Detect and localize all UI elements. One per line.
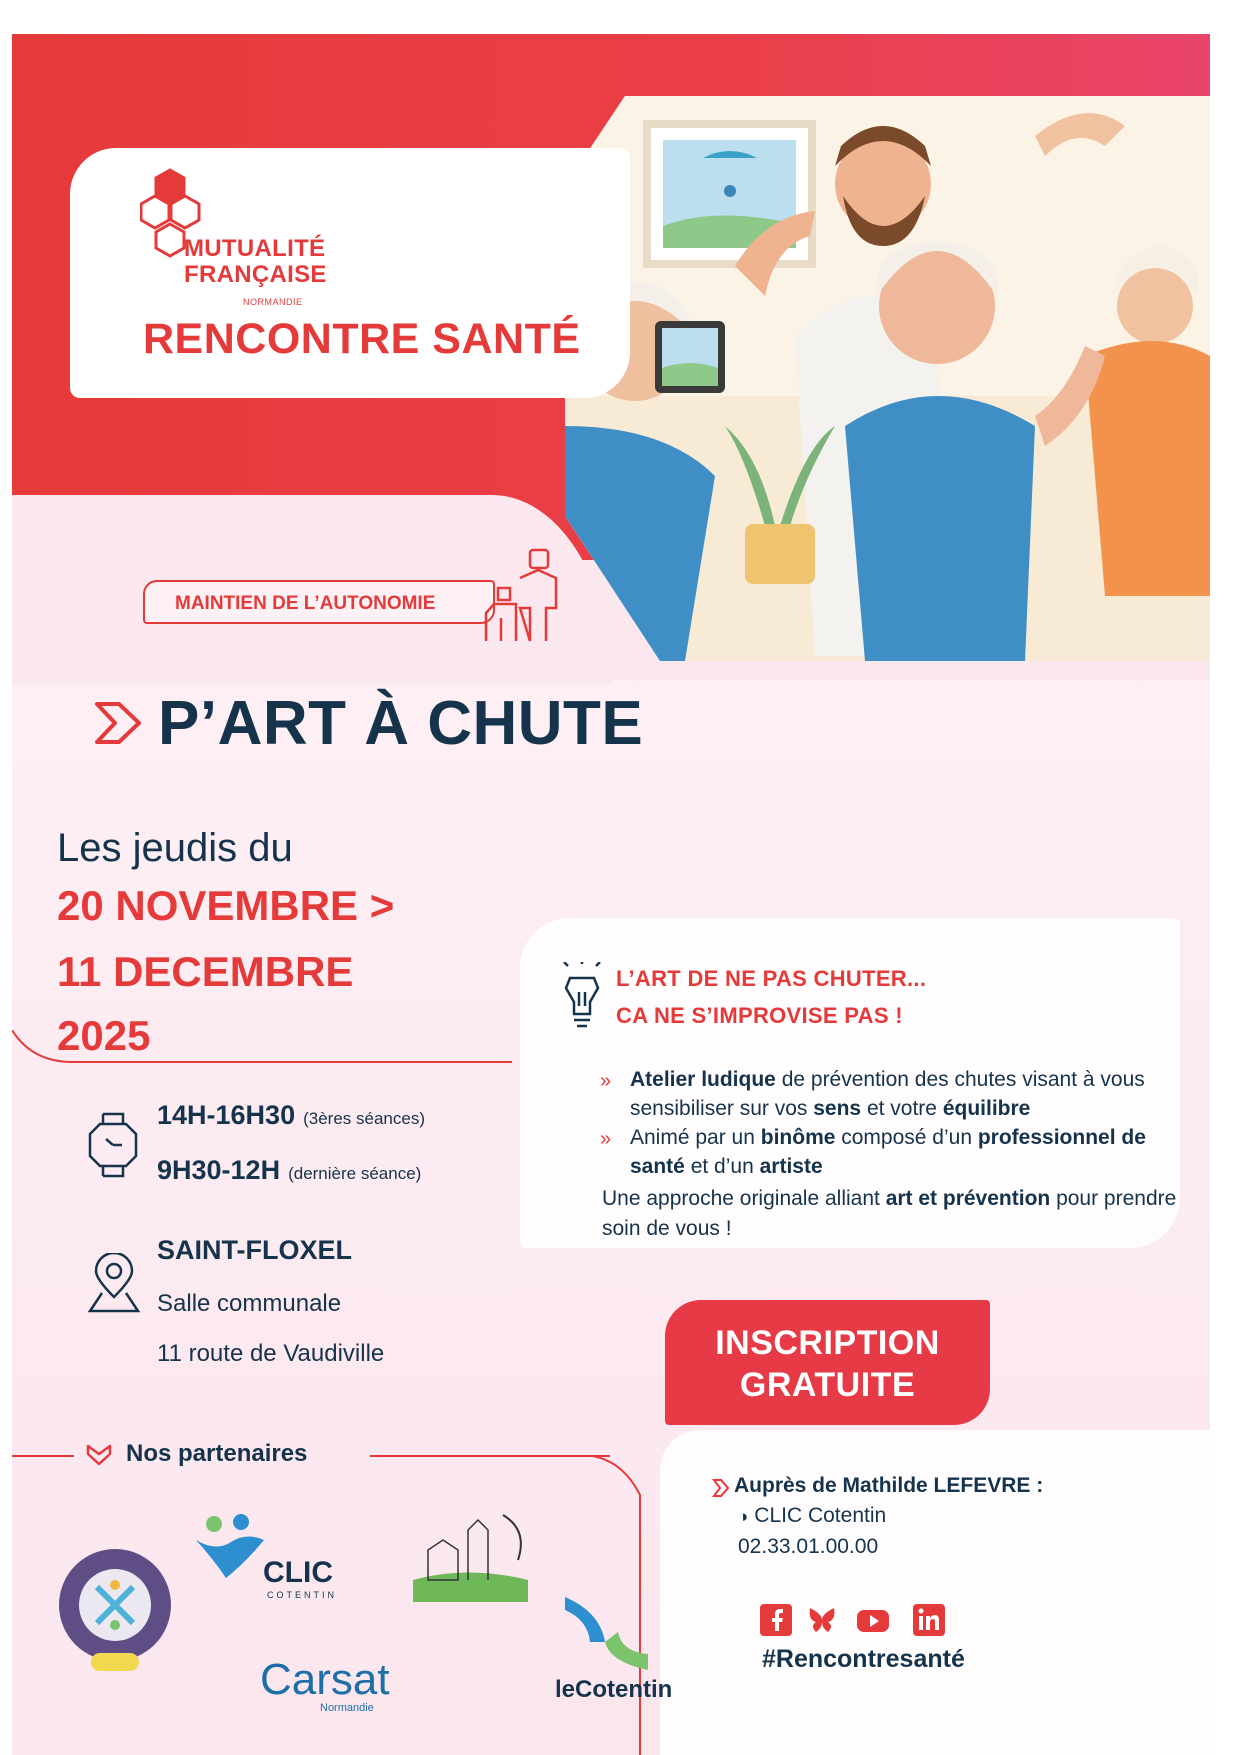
date-end: 11 DECEMBRE [57,948,354,995]
text-run: Une approche originale alliant [602,1187,886,1210]
bold-text: binôme [760,1126,836,1149]
bold-text: professionnel de santé [630,1126,1146,1178]
rencontre-sante-title: RENCONTRE SANTÉ [143,315,581,363]
brand-name-line1: MUTUALITÉ [184,235,326,262]
info-bullet-2 [630,1123,1170,1181]
info-headline-1: L’ART DE NE PAS CHUTER... [616,966,927,991]
heart-icon [86,1442,112,1466]
lightbulb-icon [562,962,602,1032]
location-pin-icon [88,1253,140,1313]
text-run: pour prendre soin de vous ! [602,1187,1177,1240]
bullet-marker: » [600,1070,612,1092]
event-title: P’ART À CHUTE [158,689,644,758]
bullet-marker: » [600,1128,612,1150]
clic-person-logo [196,1512,266,1582]
bold-text: art et prévention [885,1187,1051,1210]
registration-line-1: INSCRIPTION [715,1324,940,1362]
bluesky-icon[interactable] [806,1604,838,1636]
time-slot-2 [157,1155,421,1186]
illustration [565,96,1210,661]
clic-logo-subtext: COTENTIN [267,1590,337,1600]
bold-text: artiste [759,1155,823,1178]
date-underline [12,1030,512,1080]
bold-text: Atelier ludique [630,1068,776,1091]
date-start: 20 NOVEMBRE > [57,882,395,929]
info-bullet-1 [630,1065,1170,1123]
text-run: et d’un [684,1155,760,1178]
bold-text: équilibre [942,1097,1031,1120]
text-run: et votre [861,1097,943,1120]
registration-badge [665,1300,990,1425]
clic-logo-text: CLIC [263,1556,333,1589]
date-intro: Les jeudis du [57,826,293,870]
info-headline-2: CA NE S’IMPROVISE PAS ! [616,1003,903,1028]
contact-org [738,1504,886,1528]
cotentin-logo-text: leCotentin [555,1676,673,1703]
time-slot-1 [157,1100,425,1131]
contact-org-label: CLIC Cotentin [754,1504,887,1527]
hashtag: #Rencontresanté [762,1645,965,1673]
time-slot-2-hours: 9H30-12H [157,1155,281,1185]
brand-name-line2: FRANÇAISE [184,261,327,288]
family-exercise-illustration [565,96,1210,661]
chevron-right-icon [93,700,143,746]
linkedin-icon[interactable] [913,1604,945,1636]
time-slot-1-note: (3ères séances) [303,1109,425,1128]
text-run: Animé par un [630,1126,761,1149]
youtube-icon[interactable] [857,1604,889,1636]
bold-text: sens [813,1097,862,1120]
location-city: SAINT-FLOXEL [157,1235,352,1265]
date-year: 2025 [57,1012,151,1059]
text-run: composé d’un [835,1126,978,1149]
phone-icon: ◑ [738,1507,749,1526]
contact-name: Auprès de Mathilde LEFEVRE : [734,1474,1044,1497]
brand-region: NORMANDIE [243,297,303,307]
carsat-logo-text: Carsat [260,1655,390,1704]
facebook-icon[interactable] [760,1604,792,1636]
carsat-logo-region: Normandie [320,1702,374,1714]
location-place: Salle communale [157,1290,342,1317]
chevron-right-icon [712,1478,730,1498]
info-paragraph [602,1184,1182,1244]
saint-floxel-logo [408,1510,533,1605]
partners-label: Nos partenaires [126,1440,308,1467]
divider [12,1455,74,1457]
theme-badge-label: MAINTIEN DE L’AUTONOMIE [175,593,436,614]
contact-phone: 02.33.01.00.00 [738,1535,879,1558]
divider [370,1455,610,1457]
text-run: de prévention des chutes visant à vous sensibiliser sur vos [630,1068,1145,1120]
theme-badge [143,580,495,624]
cotentin-logo [560,1592,650,1672]
conference-financeurs-logo [55,1545,175,1675]
watch-icon [88,1112,138,1178]
time-slot-1-hours: 14H-16H30 [157,1100,296,1130]
registration-line-2: GRATUITE [739,1366,916,1404]
registration-label [665,1322,990,1406]
people-icon [480,548,560,643]
time-slot-2-note: (dernière séance) [288,1164,422,1183]
location-address: 11 route de Vaudiville [157,1340,385,1367]
